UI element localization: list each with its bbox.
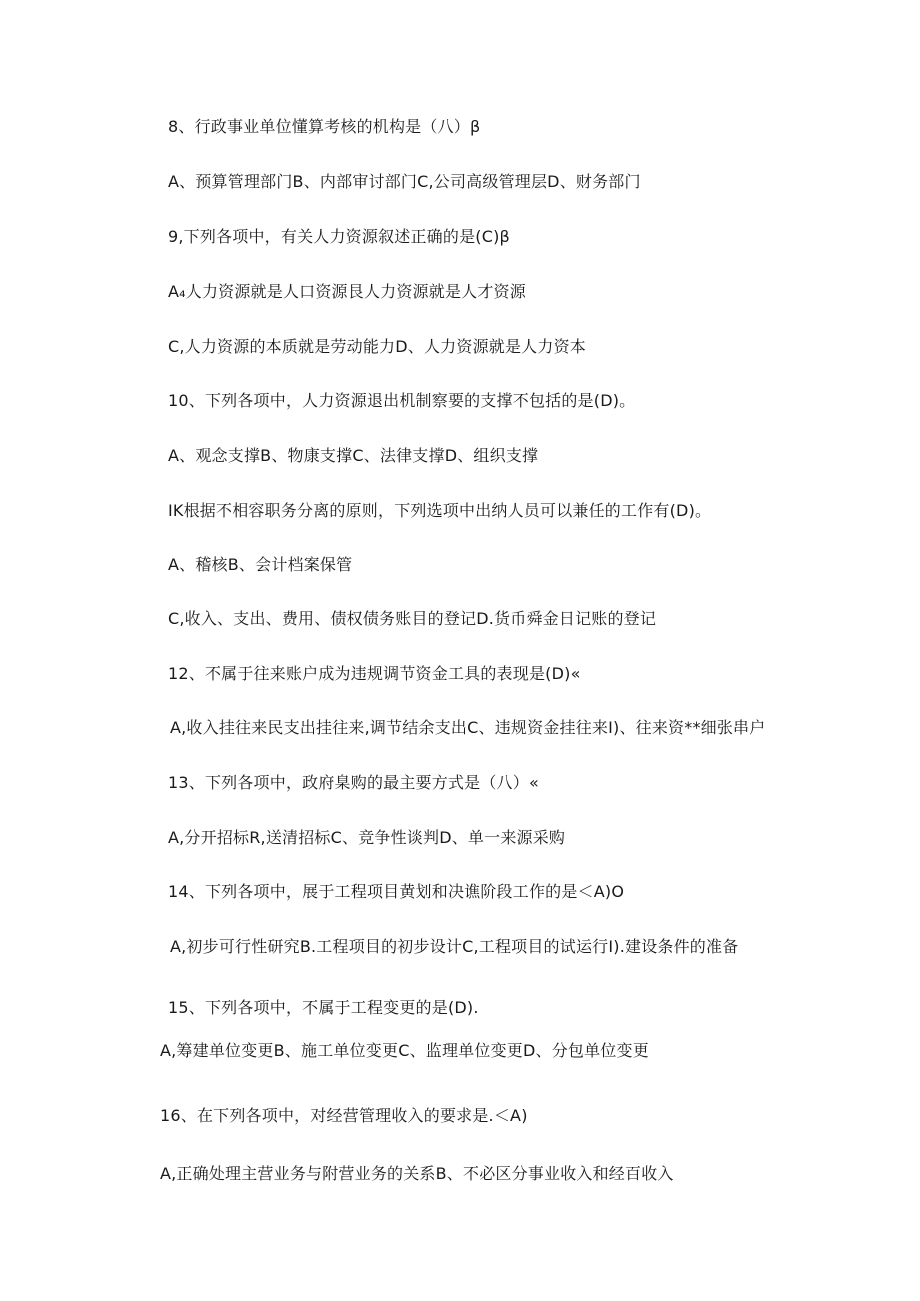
- question-9: 9,下列各项中，有关人力资源叙述正确的是(C)β: [168, 227, 510, 246]
- question-15-options: A,筹建单位变更B、施工单位变更C、监理单位变更D、分包单位变更: [160, 1041, 649, 1060]
- question-14-options: A,初步可行性研究B.工程项目的初步设计C,工程项目的试运行I).建设条件的准备: [170, 937, 739, 956]
- question-11-options-ab: A、稽核B、会计档案保管: [168, 555, 353, 574]
- question-15: 15、下列各项中，不属于工程变更的是(D).: [168, 998, 479, 1017]
- question-9-options-cd: C,人力资源的本质就是劳动能力D、人力资源就是人力资本: [168, 337, 586, 356]
- question-13: 13、下列各项中，政府臬购的最主要方式是（八）«: [168, 773, 539, 792]
- question-11: IK根据不相容职务分离的原则，下列选项中出纳人员可以兼任的工作有(D)。: [168, 501, 712, 520]
- question-16-options: A,正确处理主营业务与附营业务的关系B、不必区分事业收入和经百收入: [160, 1164, 674, 1183]
- question-9-options-ab: A₄人力资源就是人口资源艮人力资源就是人才资源: [168, 282, 526, 301]
- question-16: 16、在下列各项中，对经营管理收入的要求是.＜A): [160, 1106, 528, 1125]
- question-12: 12、不属于往来账户成为违规调节资金工具的表现是(D)«: [168, 664, 581, 683]
- question-8: 8、行政事业单位懂算考核的机构是（八）β: [168, 117, 481, 136]
- question-11-options-cd: C,收入、支出、费用、债权债务账目的登记D.货币舜金日记账的登记: [168, 609, 657, 628]
- question-14: 14、下列各项中，展于工程项目黄划和决谯阶段工作的是＜A)O: [168, 882, 625, 901]
- question-8-options: A、预算管理部门B、内部审讨部门C,公司高级管理层D、财务部门: [168, 172, 641, 191]
- question-10-options: A、观念支撑B、物康支撑C、法律支撑D、组织支撑: [168, 446, 539, 465]
- question-12-options: A,收入挂往来民支出挂往来,调节结余支出C、违规资金挂往来I)、往来资**细张串户: [170, 718, 766, 737]
- question-13-options: A,分开招标R,送清招标C、竞争性谈判D、单一来源采购: [168, 828, 566, 847]
- question-10: 10、下列各项中，人力资源退出机制察要的支撑不包括的是(D)。: [168, 391, 636, 410]
